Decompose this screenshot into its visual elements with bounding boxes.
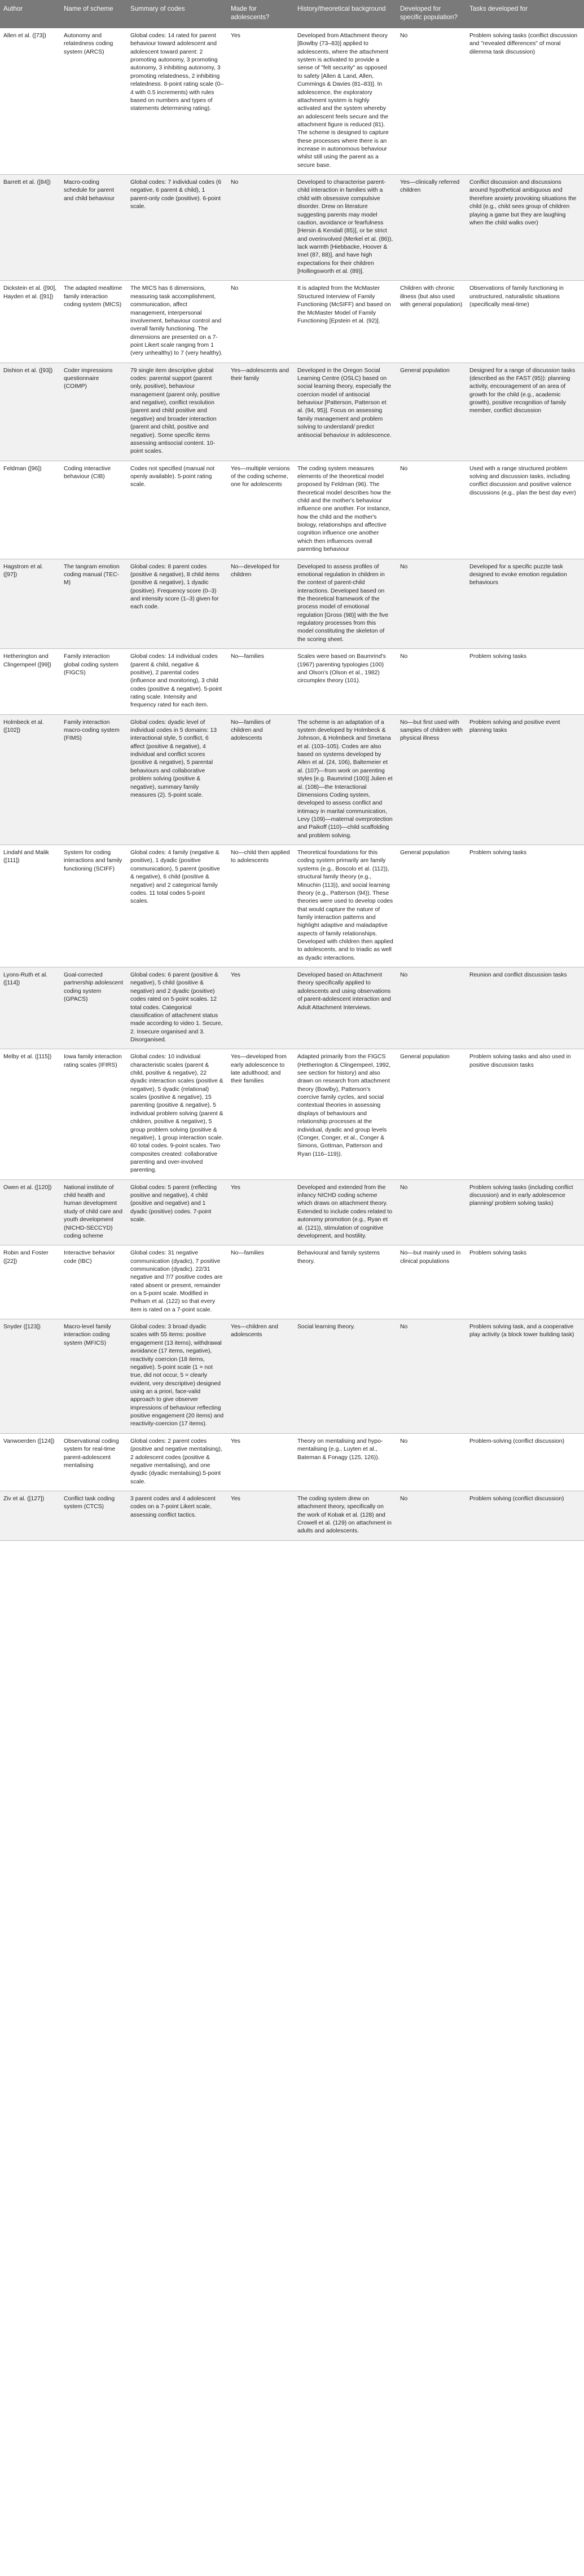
cell-author: Vanwoerden ([124])	[0, 1433, 60, 1491]
cell-scheme-name: Coding interactive behaviour (CIB)	[60, 461, 127, 559]
table-row	[0, 1245, 584, 1319]
cell-history: The scheme is an adaptation of a system developed by Holmbeck & Johnson, & Holmbeck and Smetana et al. (103–105). Codes are also based on systems developed by Allen et al. (24, 106), Baltemeier et al. (107)—from work on parenting styles [e.g. Baumrind (100)] Julien et al. (108)—the Interactional Dimensions Coding system, developed to assess conflict and intimacy in marital communication, Levy (109)—maternal overprotection and Paikoff (110)—child scaffolding and problem solving.	[294, 714, 397, 845]
cell-tasks: Used with a range structured problem solving and discussion tasks, including conflict discussion and positive valence discussions (e.g., plan the best day ever)	[466, 461, 584, 559]
cell-summary-of-codes: The MICS has 6 dimensions, measuring task accomplishment, communication, affect management, interpersonal involvement, behaviour control and overall family functioning. The dimensions are presented on a 7-point Likert scale ranging from 1 (very unhealthy) to 7 (very healthy).	[127, 281, 227, 363]
cell-summary-of-codes: Global codes: 4 family (negative & positive), 1 dyadic (positive communication), 5 parent (positive & negative), 6 child (positive & negative) and 2 categorical family codes. 11 total codes 5-point scales.	[127, 845, 227, 967]
cell-author: Lindahl and Malik ([111])	[0, 845, 60, 967]
table-row	[0, 845, 584, 967]
cell-history: Theory on mentalising and hypo-mentalising (e.g., Luyten et al., Bateman & Fonagy (125, 126)).	[294, 1433, 397, 1491]
cell-author: Hetherington and Clingempeel ([99])	[0, 649, 60, 715]
cell-made-for-adolescents: No—families	[227, 649, 294, 715]
table-row	[0, 281, 584, 363]
cell-summary-of-codes: Global codes: 7 individual codes (6 negative, 6 parent & child), 1 parent-only code (positive). 6-point scale.	[127, 175, 227, 281]
cell-made-for-adolescents: No—families	[227, 1245, 294, 1319]
cell-history: The coding system drew on attachment theory, specifically on the work of Kobak et al. (128) and Crowell et al. (129) on attachment in adults and adolescents.	[294, 1491, 397, 1540]
cell-history: Developed to assess profiles of emotional regulation in children in the context of parent-child interactions. Developed based on the theoretical framework of the process model of emotional regulation [Gross (98)] with the five regulatory processes from this model constituting the skeleton of the scoring sheet.	[294, 559, 397, 649]
table-row	[0, 649, 584, 715]
cell-history: Theoretical foundations for this coding system primarily are family systems (e.g., Boscolo et al. (112)), structural family theory (e.g., Minuchin (113)), and social learning theory (e.g., Patterson (94)). These theories were used to develop codes that would capture the nature of family interaction patterns and highlight adaptive and maladaptive aspects of family relationships. Developed with children then applied to adolescents, and to triadic as well as dyadic interactions.	[294, 845, 397, 967]
cell-made-for-adolescents: Yes	[227, 1491, 294, 1540]
cell-tasks: Problem solving tasks (conflict discussion and "revealed differences" of moral dilemma task discussion)	[466, 28, 584, 175]
cell-author: Allen et al. ([73])	[0, 28, 60, 175]
cell-specific-population: Children with chronic illness (but also used with general population)	[397, 281, 466, 363]
table-row	[0, 1319, 584, 1434]
cell-summary-of-codes: Global codes: 14 rated for parent behaviour toward adolescent and adolescent toward parent: 2 promoting autonomy, 3 promoting autonomy, 3 inhibiting autonomy, 3 promoting relatedness, 2 inhibiting relatedness. 8-point rating scale (0–4 with 0.5 increments) with rules based on numbers and types of statements determining rating).	[127, 28, 227, 175]
cell-scheme-name: Iowa family interaction rating scales (IFIRS)	[60, 1049, 127, 1179]
cell-scheme-name: Conflict task coding system (CTCS)	[60, 1491, 127, 1540]
cell-history: The coding system measures elements of the theoretical model proposed by Feldman (96). The theoretical model describes how the child and the mother's behaviour influence one another. For instance, how the child and the mother's biology, relationships and affective cognition influence one another which then influences overall parenting behaviour	[294, 461, 397, 559]
cell-scheme-name: Interactive behavior code (IBC)	[60, 1245, 127, 1319]
header-author: Author	[0, 0, 60, 28]
cell-history: Adapted primarily from the FIGCS (Hetherington & Clingempeel, 1992, see section for history) and also drawn on research from attachment theory (Bowlby), Patterson's coercive family cycles, and social contextual theories in assessing displays of behaviours and relationship processes at the individual, dyadic and group levels (Conger, Conger, et al., Conger & Simons, Gottman, Patterson and Ryan (116–119)).	[294, 1049, 397, 1179]
cell-history: Developed in the Oregon Social Learning Centre (OSLC) based on social learning theory, especially the coercion model of antisocial behaviour [Patterson, Patterson et al. (94, 95)]. Focus on assessing family management and problem solving to understand/ predict antisocial behaviour in adolescence.	[294, 363, 397, 461]
cell-tasks: Reunion and conflict discussion tasks	[466, 967, 584, 1049]
cell-scheme-name: System for coding interactions and family functioning (SCIFF)	[60, 845, 127, 967]
cell-author: Barrett et al. ([84])	[0, 175, 60, 281]
cell-scheme-name: Coder impressions questionnaire (COIMP)	[60, 363, 127, 461]
cell-author: Hagstrom et al. ([97])	[0, 559, 60, 649]
cell-summary-of-codes: Global codes: 10 individual characteristic scales (parent & child, positive & negative), 22 dyadic interaction scales (positive & negative), 5 dyadic (relational) scales (positive & negative), 15 parenting (positive & negative), 5 individual problem solving (parent & children, positive & negative), 5 group problem solving (positive & negative), 1 group interaction scale. 60 total codes. 9-point scales. Two composites created: collaborative parenting and over-involved parenting.	[127, 1049, 227, 1179]
cell-tasks: Conflict discussion and discussions around hypothetical ambiguous and therefore anxiety provoking situations the child (e.g., child sees group of children playing a game but they are laughing when the child walks over)	[466, 175, 584, 281]
cell-history: Behavioural and family systems theory.	[294, 1245, 397, 1319]
header-summary-of-codes: Summary of codes	[127, 0, 227, 28]
cell-tasks: Problem solving tasks (including conflict discussion) and in early adolescence planning/ problem solving tasks)	[466, 1179, 584, 1245]
cell-author: Dishion et al. ([93])	[0, 363, 60, 461]
cell-history: Scales were based on Baumrind's (1967) parenting typologies (100) and Olson's (Olson et al., 1982) circumplex theory (101).	[294, 649, 397, 715]
cell-summary-of-codes: Global codes: 6 parent (positive & negative), 5 child (positive & negative) and 2 dyadic (positive) codes rated on 5-point scales. 12 total codes. Categorical classification of attachment status made according to video 1. Secure, 2. Insecure organised and 3. Disorganised.	[127, 967, 227, 1049]
table-row	[0, 461, 584, 559]
table-row	[0, 1433, 584, 1491]
cell-made-for-adolescents: No—child then applied to adolescents	[227, 845, 294, 967]
cell-scheme-name: Autonomy and relatedness coding system (ARCS)	[60, 28, 127, 175]
cell-made-for-adolescents: No	[227, 281, 294, 363]
cell-made-for-adolescents: No—families of children and adolescents	[227, 714, 294, 845]
table-row	[0, 175, 584, 281]
cell-author: Dickstein et al. ([90], Hayden et al. ([91])	[0, 281, 60, 363]
cell-history: Developed from Attachment theory [Bowlby (73–83)] applied to adolescents, where the attachment system is activated to provide a sense of "felt security" as opposed to safety [Allen & Land, Allen, Cummings & Davies (81–83)]. In adolescence, the exploratory attachment system is highly activated and the system whereby an adolescent feels secure and the attachment figure is reduced (81). The scheme is designed to capture these processes where there is an increase in autonomous behaviour whilst still using the parent as a secure base.	[294, 28, 397, 175]
table-row	[0, 1049, 584, 1179]
cell-tasks: Problem-solving (conflict discussion)	[466, 1433, 584, 1491]
cell-tasks: Problem solving tasks	[466, 649, 584, 715]
table-row	[0, 1179, 584, 1245]
cell-specific-population: No	[397, 28, 466, 175]
cell-history: Developed and extended from the infancy NICHD coding scheme which draws on attachment theory. Extended to include codes related to autonomy promotion (e.g., Ryan et al. (121)), stimulation of cognitive development, and hostility.	[294, 1179, 397, 1245]
cell-specific-population: General population	[397, 845, 466, 967]
table-row	[0, 967, 584, 1049]
cell-summary-of-codes: 79 single item descriptive global codes: parental support (parent only, positive), behaviour management (parent only, positive and negative), conflict resolution (parent and child positive and negative) and broader interaction (parent and child, positive and negative). Some specific items assessing antisocial content. 10-point scales.	[127, 363, 227, 461]
cell-scheme-name: Observational coding system for real-time parent-adolescent mentalising	[60, 1433, 127, 1491]
cell-made-for-adolescents: No—developed for children	[227, 559, 294, 649]
cell-tasks: Designed for a range of discussion tasks (described as the FAST (95)): planning activity, encouragement of an area of growth for the child (e.g., academic growth), positive recognition of family member, conflict discussion	[466, 363, 584, 461]
cell-tasks: Developed for a specific puzzle task designed to evoke emotion regulation behaviours	[466, 559, 584, 649]
cell-scheme-name: Macro-coding schedule for parent and child behaviour	[60, 175, 127, 281]
cell-summary-of-codes: Global codes: 31 negative communication (dyadic), 7 positive communication (dyadic). 22/31 negative and 7/7 positive codes are rated absent or present, remainder on a 5-point scale. Modified in Pelham et al. (122) so that every item is rated on a 7-point scale.	[127, 1245, 227, 1319]
cell-specific-population: No	[397, 559, 466, 649]
cell-tasks: Problem solving task, and a cooperative play activity (a block tower building task)	[466, 1319, 584, 1434]
cell-summary-of-codes: 3 parent codes and 4 adolescent codes on a 7-point Likert scale, assessing conflict tactics.	[127, 1491, 227, 1540]
cell-made-for-adolescents: Yes—developed from early adolescence to late adulthood; and their families	[227, 1049, 294, 1179]
cell-specific-population: General population	[397, 363, 466, 461]
cell-summary-of-codes: Global codes: 3 broad dyadic scales with 55 items: positive engagement (13 items), withdrawal avoidance (17 items, negative), reactivity coercion (18 items, negative). 5-point scale (1 = not true, did not occur, 5 = clearly evident, very descriptive) designed using an a priori, face-valid approach to give observer impressions of behaviour reflecting positive engagement (20 items) and reactivity-coercion (17 items).	[127, 1319, 227, 1434]
cell-scheme-name: Macro-level family interaction coding system (MFICS)	[60, 1319, 127, 1434]
cell-author: Owen et al. ([120])	[0, 1179, 60, 1245]
cell-scheme-name: The tangram emotion coding manual (TEC-M)	[60, 559, 127, 649]
table-row	[0, 1491, 584, 1540]
header-made-for-adolescents: Made for adolescents?	[227, 0, 294, 28]
table-row	[0, 363, 584, 461]
cell-summary-of-codes: Global codes: 2 parent codes (positive and negative mentalising), 2 adolescent codes (positive & negative mentalising), and one dyadic (dyadic mentalising).5-point scale.	[127, 1433, 227, 1491]
cell-author: Snyder ([123])	[0, 1319, 60, 1434]
cell-summary-of-codes: Global codes: 5 parent (reflecting positive and negative), 4 child (positive and negative) and 1 dyadic (positive) codes. 7-point scale.	[127, 1179, 227, 1245]
cell-specific-population: No	[397, 1491, 466, 1540]
cell-author: Lyons-Ruth et al. ([114])	[0, 967, 60, 1049]
cell-scheme-name: National institute of child health and human development study of child care and youth development (NICHD-SECCYD) coding scheme	[60, 1179, 127, 1245]
cell-specific-population: No	[397, 1319, 466, 1434]
cell-history: Developed based on Attachment theory specifically applied to adolescents and using observations of parent-adolescent interaction and Adult Attachment Interviews.	[294, 967, 397, 1049]
table-body	[0, 28, 584, 1540]
cell-summary-of-codes: Global codes: dyadic level of individual codes in 5 domains: 13 interactional style, 5 conflict, 6 affect (positive & negative), 4 individual and conflict scores (positive & negative), 5 parental behaviours and collaborative problem solving (positive & negative), summary family measures (2). 5-point scale.	[127, 714, 227, 845]
table-row	[0, 714, 584, 845]
header-specific-population: Developed for specific population?	[397, 0, 466, 28]
cell-author: Melby et al. ([115])	[0, 1049, 60, 1179]
header-tasks: Tasks developed for	[466, 0, 584, 28]
cell-specific-population: No	[397, 1179, 466, 1245]
cell-scheme-name: Family interaction global coding system (FIGCS)	[60, 649, 127, 715]
cell-made-for-adolescents: Yes—multiple versions of the coding scheme, one for adolescents	[227, 461, 294, 559]
header-scheme-name: Name of scheme	[60, 0, 127, 28]
cell-made-for-adolescents: Yes	[227, 1179, 294, 1245]
cell-scheme-name: Goal-corrected partnership adolescent coding system (GPACS)	[60, 967, 127, 1049]
cell-summary-of-codes: Codes not specified (manual not openly available). 5-point rating scale.	[127, 461, 227, 559]
cell-tasks: Problem solving tasks	[466, 845, 584, 967]
cell-specific-population: No	[397, 461, 466, 559]
cell-made-for-adolescents: No	[227, 175, 294, 281]
cell-tasks: Problem solving (conflict discussion)	[466, 1491, 584, 1540]
cell-tasks: Problem solving and positive event planning tasks	[466, 714, 584, 845]
cell-history: Developed to characterise parent-child interaction in families with a child with obsessive compulsive disorder. Drew on literature suggesting parents may model caution, avoidance or fearfulness [Hersin & Kendall (85)], or be strict and overinvolved (Merkel et al. (86)), lack warmth [Hiebbacke, Hoover & Imel (87, 88)], and have high expectations for their children [Hollingsworth et al. (89)].	[294, 175, 397, 281]
cell-made-for-adolescents: Yes	[227, 967, 294, 1049]
cell-specific-population: No	[397, 649, 466, 715]
cell-specific-population: Yes—clinically referred children	[397, 175, 466, 281]
cell-made-for-adolescents: Yes	[227, 28, 294, 175]
cell-scheme-name: The adapted mealtime family interaction coding system (MICS)	[60, 281, 127, 363]
cell-specific-population: General population	[397, 1049, 466, 1179]
cell-made-for-adolescents: Yes	[227, 1433, 294, 1491]
cell-author: Robin and Foster ([22])	[0, 1245, 60, 1319]
cell-made-for-adolescents: Yes—children and adolescents	[227, 1319, 294, 1434]
cell-author: Holmbeck et al. ([102])	[0, 714, 60, 845]
cell-history: It is adapted from the McMaster Structured Interview of Family Functioning (McSIFF) and based on the McMaster Model of Family Functioning [Epstein et al. (92)].	[294, 281, 397, 363]
cell-summary-of-codes: Global codes: 14 individual codes (parent & child, negative & positive), 2 parental codes (influence and monitoring), 3 child codes (positive & negative). 5-point rating scale. Intensity and frequency rated for each item.	[127, 649, 227, 715]
cell-specific-population: No—but mainly used in clinical populations	[397, 1245, 466, 1319]
table-row	[0, 28, 584, 175]
cell-author: Ziv et al. ([127])	[0, 1491, 60, 1540]
cell-specific-population: No	[397, 1433, 466, 1491]
header-history: History/theoretical background	[294, 0, 397, 28]
header-row	[0, 0, 584, 28]
cell-tasks: Problem solving tasks and also used in positive discussion tasks	[466, 1049, 584, 1179]
cell-summary-of-codes: Global codes: 8 parent codes (positive & negative), 8 child items (positive & negative), 1 dyadic (positive). Frequency score (0–3) and intensity score (1–3) given for each code.	[127, 559, 227, 649]
cell-specific-population: No—but first used with samples of children with physical illness	[397, 714, 466, 845]
cell-tasks: Observations of family functioning in unstructured, naturalistic situations (specifically meal-time)	[466, 281, 584, 363]
cell-scheme-name: Family interaction macro-coding system (FIMS)	[60, 714, 127, 845]
table-header	[0, 0, 584, 28]
cell-specific-population: No	[397, 967, 466, 1049]
cell-author: Feldman ([96])	[0, 461, 60, 559]
cell-history: Social learning theory.	[294, 1319, 397, 1434]
table-row	[0, 559, 584, 649]
cell-tasks: Problem solving tasks	[466, 1245, 584, 1319]
cell-made-for-adolescents: Yes—adolescents and their family	[227, 363, 294, 461]
